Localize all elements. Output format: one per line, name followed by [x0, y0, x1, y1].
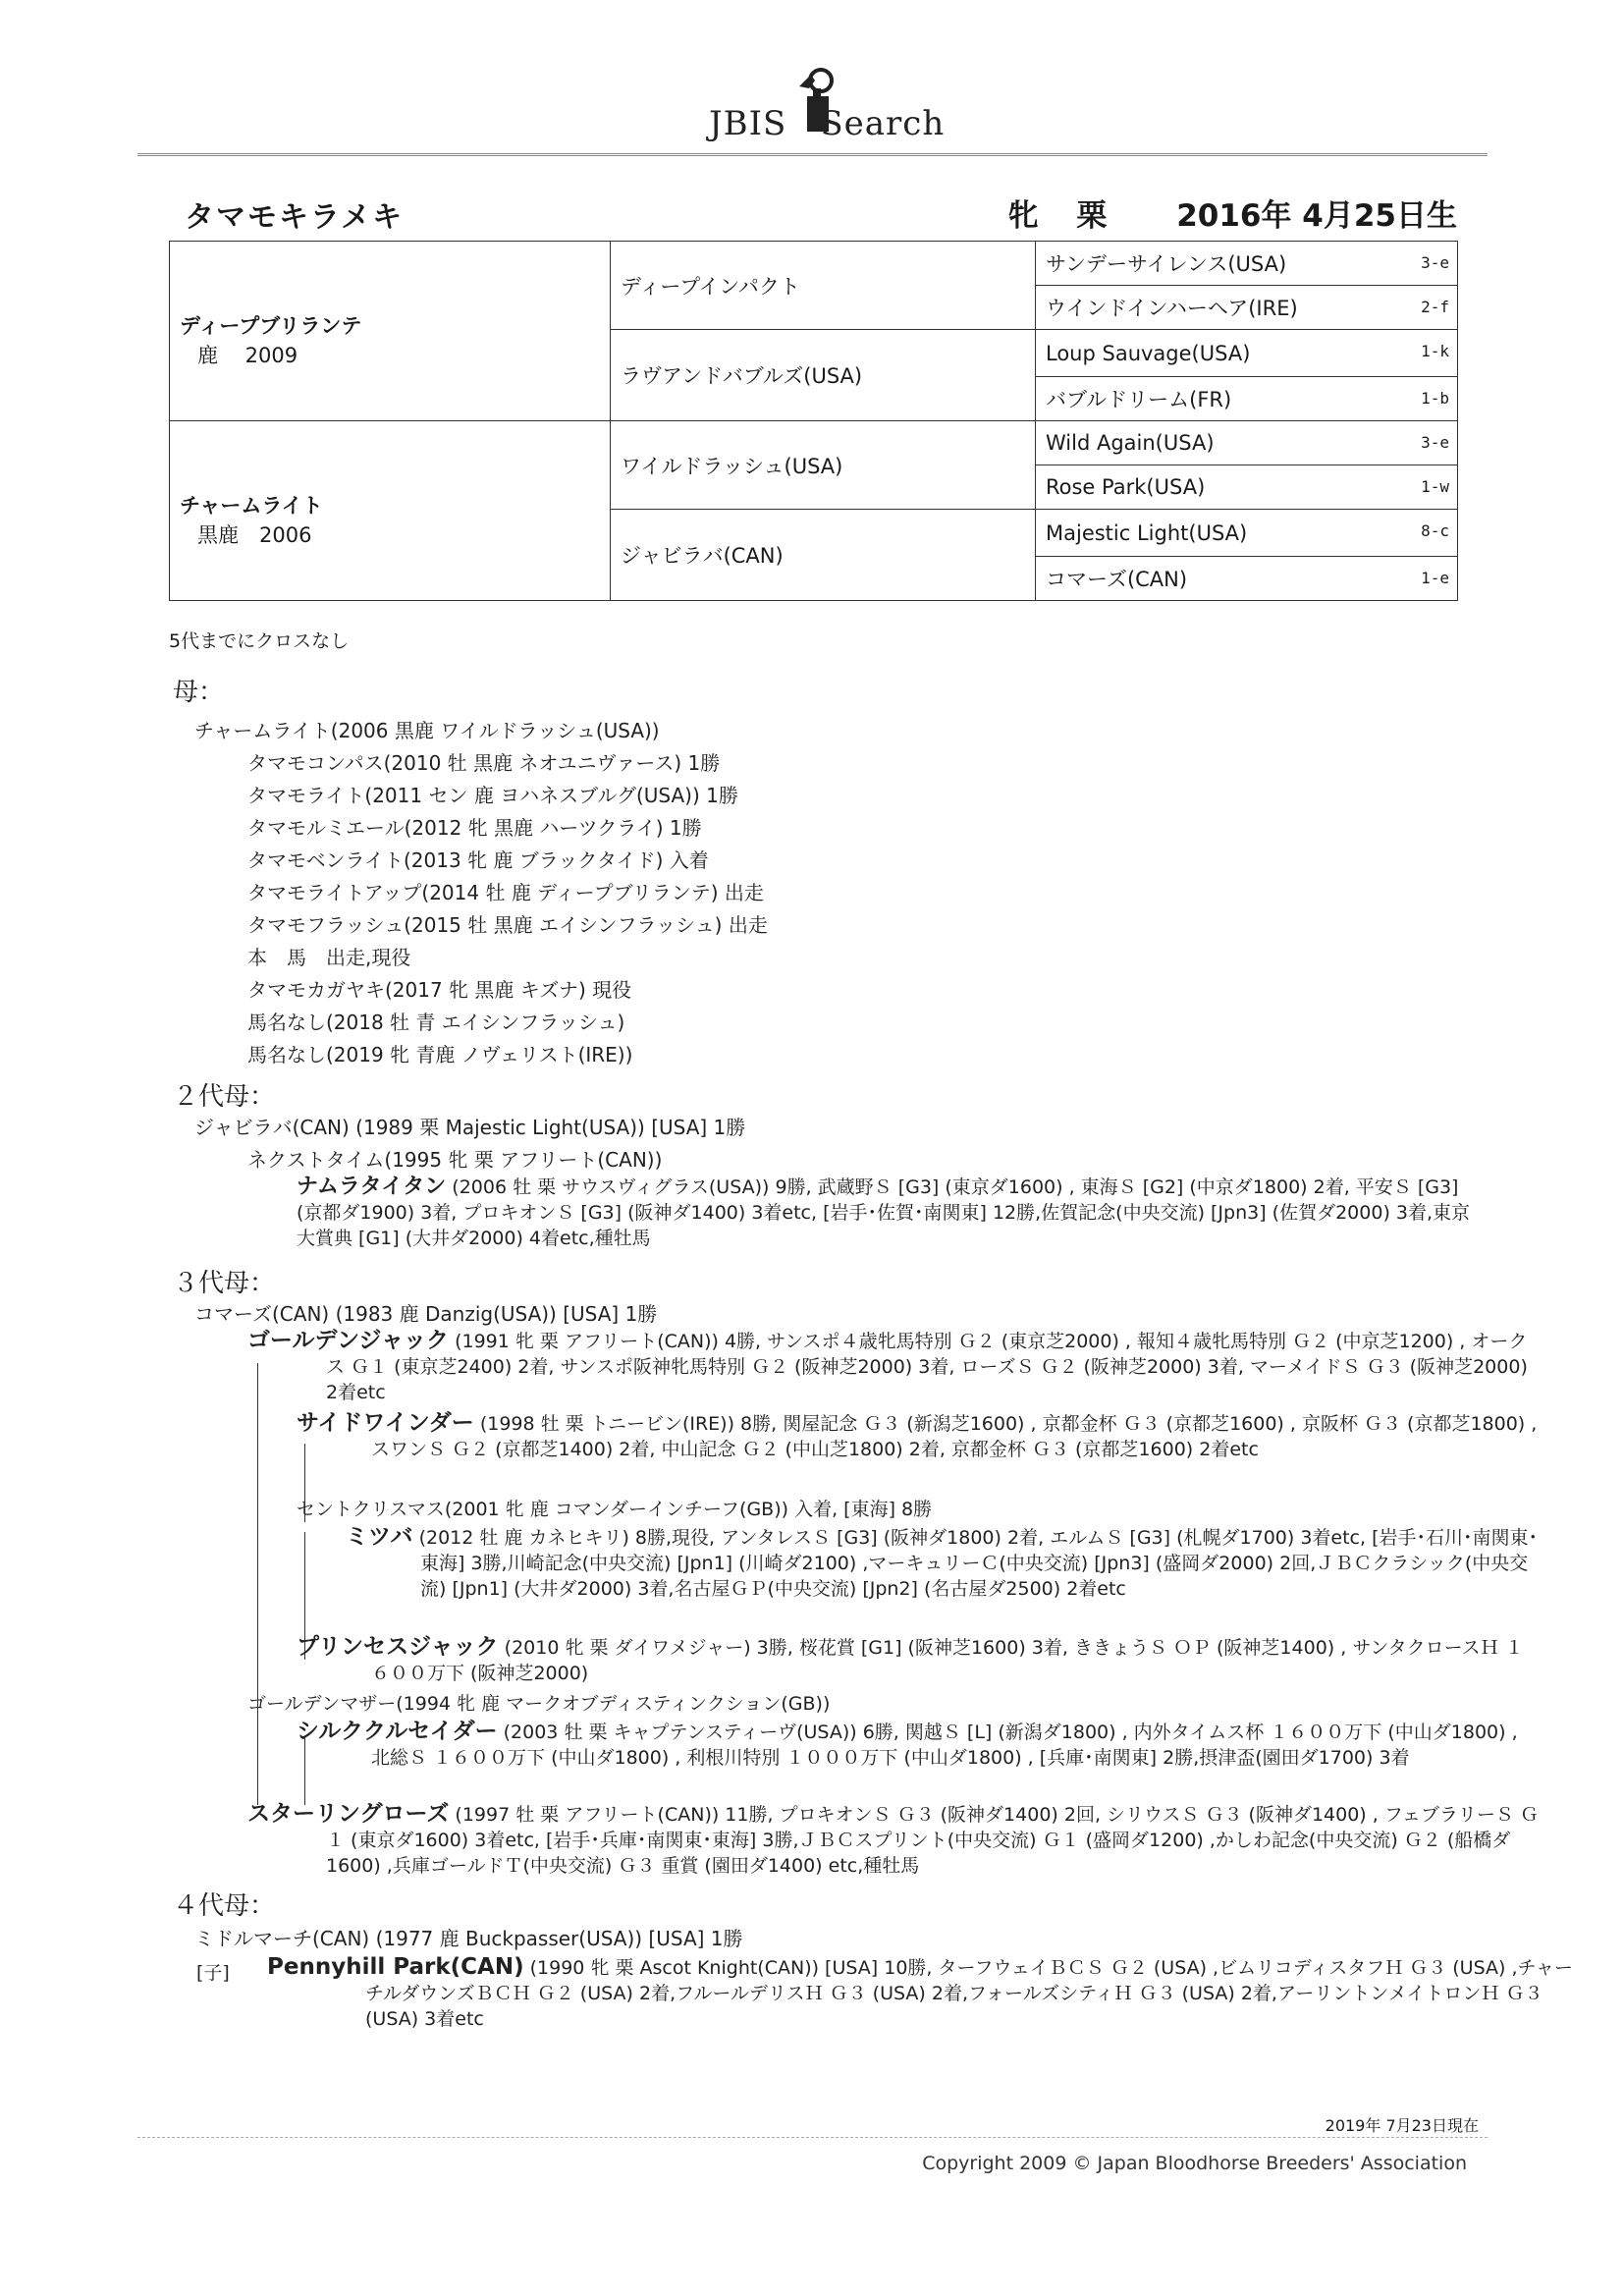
pedigree-g3-8: コマーズ(CAN) 1-e [1036, 557, 1458, 601]
third-dam-entry-5: プリンセスジャック (2010 牝 栗 ダイワメジャー) 3勝, 桜花賞 [G1] (阪神芝1600) 3着, ききょうＳ ＯＰ (阪神芝1400) , サンタクロースＨ １６００万下 (阪神芝2000) [297, 1634, 1524, 1684]
list-item: タマモルミエール(2012 牝 黒鹿 ハーツクライ) 1勝 [247, 816, 702, 840]
tree-line [257, 1363, 258, 1805]
grandchild-record: (2006 牡 栗 サウスヴィグラス(USA)) 9勝, 武蔵野Ｓ [G3] (東京ダ1600) , 東海Ｓ [G2] (中京ダ1800) 2着, 平安Ｓ [G3] (京都ダ1900) 3着, プロキオンＳ [G3] (阪神ダ1400) 3着etc, [岩手･佐賀･南関東] 12勝,佐賀記念(中央交流) [Jpn3] (佐賀ダ2000) 3着,東京大賞典 [G1] (大井ダ2000) 4着etc,種牡馬 [297, 1176, 1471, 1249]
horse-color: 栗 [1076, 198, 1108, 234]
pedigree-g3-5: Wild Again(USA) 3-e [1036, 421, 1458, 465]
jbis-search-logo [709, 67, 945, 145]
list-item: タマモライトアップ(2014 牡 鹿 ディープブリランテ) 出走 [247, 881, 764, 904]
list-item: タマモライト(2011 セン 鹿 ヨハネスブルグ(USA)) 1勝 [247, 784, 738, 807]
section-dam-heading: 母： [173, 678, 225, 707]
pedigree-g3-6: Rose Park(USA) 1-w [1036, 465, 1458, 510]
fourth-dam-child: Pennyhill Park(CAN) (1990 牝 栗 Ascot Knight(CAN)) [USA] 10勝, ターフウェイＢＣＳ Ｇ２ (USA) ,ビムリコディスタフＨ Ｇ３ (USA) ,チャーチルダウンズＢＣＨ Ｇ２ (USA) 2着,フルールデリスＨ Ｇ３ (USA) 2着,フォールズシティＨ Ｇ３ (USA) 2着,アーリントンメイトロンＨ Ｇ３ (USA) 3着etc [267, 1954, 1573, 2030]
horse-info [981, 191, 1457, 235]
third-dam-entry-1: ゴールデンジャック (1991 牝 栗 アフリート(CAN)) 4勝, サンスポ４歳牝馬特別 Ｇ２ (東京芝2000) , 報知４歳牝馬特別 Ｇ２ (中京芝1200) , オークス Ｇ１ (東京芝2400) 2着, サンスポ阪神牝馬特別 Ｇ２ (阪神芝2000) 3着, ローズＳ Ｇ２ (阪神芝2000) 3着, マーメイドＳ Ｇ３ (阪神芝2000) 2着etc [247, 1328, 1528, 1403]
pedigree-g3-4: バブルドリーム(FR) 1-b [1036, 377, 1458, 421]
list-item: タマモベンライト(2013 牝 鹿 ブラックタイド) 入着 [247, 848, 709, 872]
pedigree-g2-4: ジャビラバ(CAN) [611, 510, 1036, 601]
dam-line: チャームライト(2006 黒鹿 ワイルドラッシュ(USA)) [194, 719, 660, 742]
as-of-date: 2019年 7月23日現在 [1325, 2116, 1479, 2135]
section-fourth-dam-heading: ４代母： [173, 1891, 276, 1921]
section-third-dam-heading: ３代母： [173, 1269, 276, 1298]
logo-text-left: JBIS [709, 104, 787, 143]
copyright: Copyright 2009 © Japan Bloodhorse Breeders' Association [922, 2153, 1467, 2174]
third-dam-entry-3: セントクリスマス(2001 牝 鹿 コマンダーインチーフ(GB)) 入着, [東海] 8勝 [297, 1499, 933, 1520]
pedigree-g3-1: サンデーサイレンス(USA) 3-e [1036, 242, 1458, 286]
horse-name: タマモキラメキ [185, 200, 405, 235]
list-item-self: 本 馬 出走,現役 [247, 946, 411, 969]
dam-name: チャームライト [180, 494, 323, 518]
section-second-dam-heading: ２代母： [173, 1082, 276, 1112]
third-dam-entry-2: サイドワインダー (1998 牡 栗 トニービン(IRE)) 8勝, 関屋記念 Ｇ３ (新潟芝1600) , 京都金杯 Ｇ３ (京都芝1600) , 京阪杯 Ｇ３ (京都芝1800) , スワンＳ Ｇ２ (京都芝1400) 2着, 中山記念 Ｇ２ (中山芝1800) 2着, 京都金杯 Ｇ３ (京都芝1600) 2着etc [297, 1410, 1538, 1460]
sire-name: ディープブリランテ [180, 314, 362, 338]
logo-text [709, 104, 945, 143]
header-divider [137, 153, 1488, 156]
list-item: タマモカガヤキ(2017 牝 黒鹿 キズナ) 現役 [247, 978, 632, 1002]
logo-text-right: Search [820, 104, 946, 143]
list-item: 馬名なし(2018 牡 青 エイシンフラッシュ) [247, 1011, 625, 1034]
horse-sex: 牝 [1007, 198, 1039, 234]
third-dam-line: コマーズ(CAN) (1983 鹿 Danzig(USA)) [USA] 1勝 [194, 1302, 658, 1326]
pedigree-table [169, 241, 1458, 601]
third-dam-entry-7: シルククルセイダー (2003 牡 栗 キャプテンスティーヴ(USA)) 6勝, 関越Ｓ [L] (新潟ダ1800) , 内外タイムス杯 １６００万下 (中山ダ1800) , 北総Ｓ １６００万下 (中山ダ1800) , 利根川特別 １０００万下 (中山ダ1800) , [兵庫･南関東] 2勝,摂津盃(園田ダ1700) 3着 [297, 1719, 1518, 1769]
cross-note: 5代までにクロスなし [169, 630, 350, 652]
dam-info: 黒鹿 2006 [197, 523, 312, 547]
third-dam-entry-8: スターリングローズ (1997 牡 栗 アフリート(CAN)) 11勝, プロキオンＳ Ｇ３ (阪神ダ1400) 2回, シリウスＳ Ｇ３ (阪神ダ1400) , フェブラリーＳ Ｇ１ (東京ダ1600) 3着etc, [岩手･兵庫･南関東･東海] 3勝,ＪＢＣスプリント(中央交流) Ｇ１ (盛岡ダ1200) ,かしわ記念(中央交流) Ｇ２ (船橋ダ1600) ,兵庫ゴールドＴ(中央交流) Ｇ３ 重賞 (園田ダ1400) etc,種牡馬 [247, 1801, 1539, 1877]
pedigree-g3-2: ウインドインハーヘア(IRE) 2-f [1036, 286, 1458, 330]
second-dam-child: ネクストタイム(1995 牝 栗 アフリート(CAN)) [247, 1148, 663, 1172]
list-item: タマモコンパス(2010 牡 黒鹿 ネオユニヴァース) 1勝 [247, 751, 721, 775]
pedigree-g2-1: ディープインパクト [611, 242, 1036, 330]
second-dam-line: ジャビラバ(CAN) (1989 栗 Majestic Light(USA)) [USA] 1勝 [194, 1116, 746, 1139]
pedigree-sire [170, 242, 611, 421]
second-dam-grandchild [297, 1175, 1475, 1251]
pedigree-dam [170, 421, 611, 601]
fourth-dam-prefix: [子] [196, 1962, 230, 1984]
footer-divider [137, 2137, 1488, 2138]
pedigree-g3-7: Majestic Light(USA) 8-c [1036, 510, 1458, 557]
sire-info: 鹿 2009 [197, 344, 298, 367]
third-dam-entry-4: ミツバ (2012 牡 鹿 カネヒキリ) 8勝,現役, アンタレスＳ [G3] (阪神ダ1800) 2着, エルムＳ [G3] (札幌ダ1700) 3着etc, [岩手･石川･南関東･東海] 3勝,川崎記念(中央交流) [Jpn1] (川崎ダ2100) ,マーキュリーＣ(中央交流) [Jpn3] (盛岡ダ2000) 2回,ＪＢＣクラシック(中央交流) [Jpn1] (大井ダ2000) 3着,名古屋ＧＰ(中央交流) [Jpn2] (名古屋ダ2500) 2着etc [346, 1524, 1538, 1600]
pedigree-g2-3: ワイルドラッシュ(USA) [611, 421, 1036, 510]
third-dam-entry-6: ゴールデンマザー(1994 牝 鹿 マークオブディスティンクション(GB)) [247, 1693, 831, 1715]
pedigree-g2-2: ラヴアンドバブルズ(USA) [611, 330, 1036, 421]
horse-birth: 2016年 4月25日生 [1176, 198, 1457, 234]
pedigree-g3-3: Loup Sauvage(USA) 1-k [1036, 330, 1458, 377]
list-item: 馬名なし(2019 牝 青鹿 ノヴェリスト(IRE)) [247, 1043, 633, 1066]
list-item: タマモフラッシュ(2015 牡 黒鹿 エイシンフラッシュ) 出走 [247, 913, 768, 937]
fourth-dam-line: ミドルマーチ(CAN) (1977 鹿 Buckpasser(USA)) [USA] 1勝 [194, 1927, 743, 1950]
grandchild-name: ナムラタイタン [297, 1175, 447, 1199]
